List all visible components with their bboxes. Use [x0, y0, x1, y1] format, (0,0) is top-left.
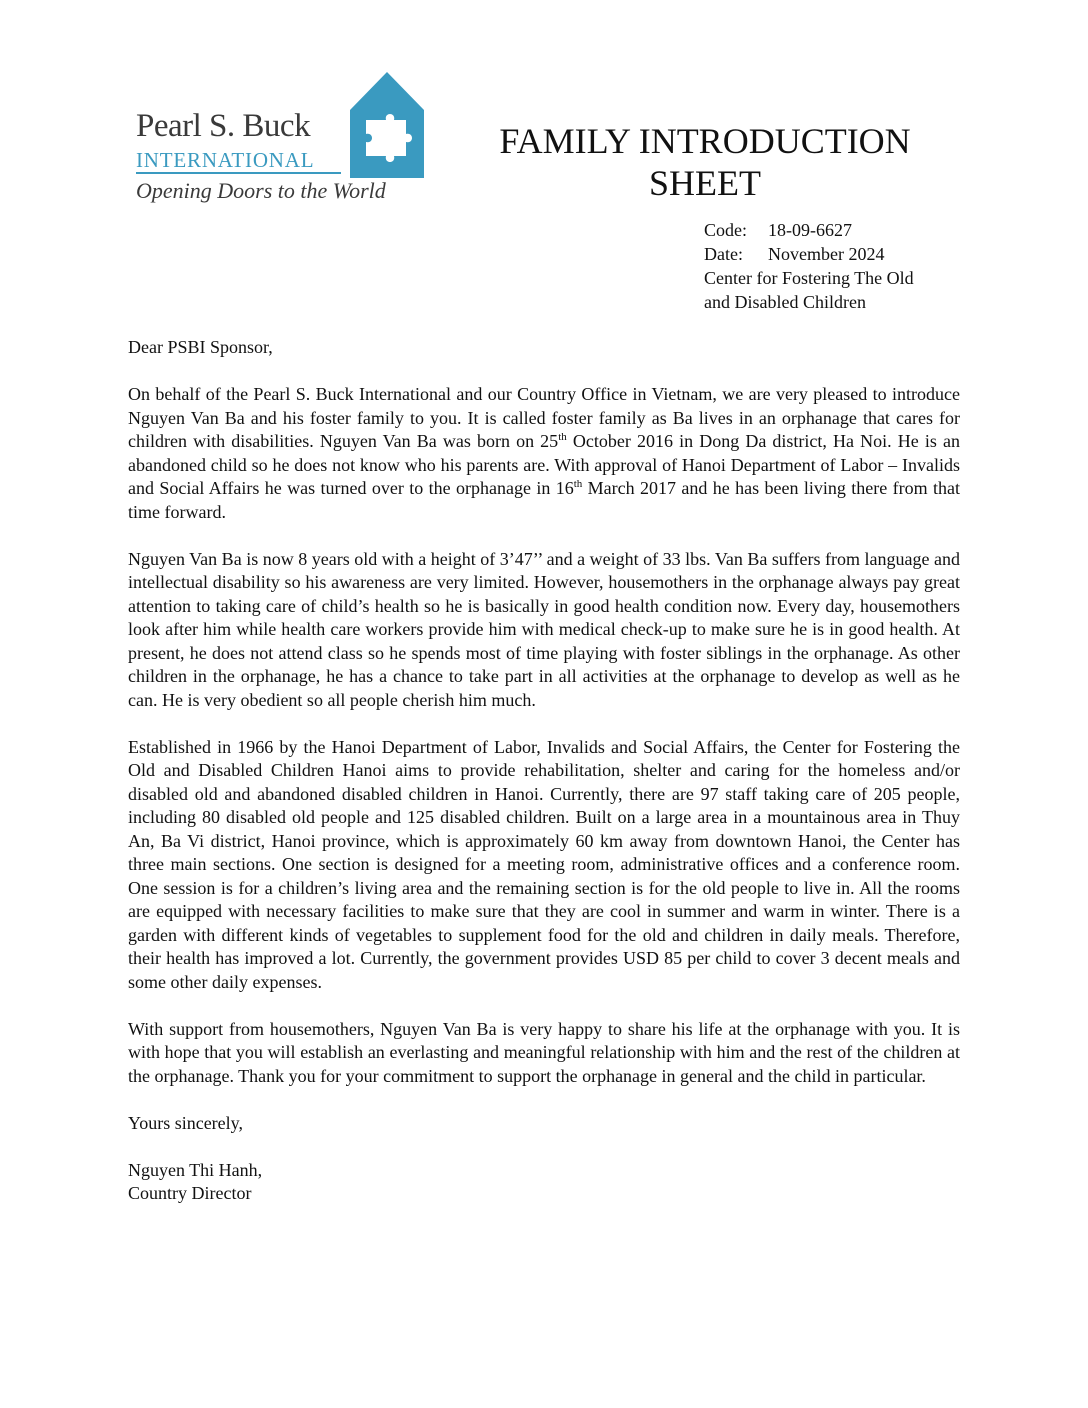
arrival-date-suffix: th	[573, 478, 583, 490]
title-line-2: SHEET	[649, 163, 761, 203]
code-row	[704, 218, 914, 242]
closing: Yours sincerely,	[128, 1112, 243, 1133]
title-line-1: FAMILY INTRODUCTION	[499, 121, 911, 161]
logo-international: INTERNATIONAL	[136, 148, 315, 172]
center-name-line-1: Center for Fostering The Old	[704, 268, 914, 288]
logo-tagline: Opening Doors to the World	[136, 178, 386, 203]
intro-text-c: March 2017 and he has been living there from that time forward.	[128, 478, 960, 522]
paragraph-child-profile: Nguyen Van Ba is now 8 years old with a height of 3’47’’ and a weight of 33 lbs. Van Ba suffers from language and intellectual disability so his awareness are very limited. However, housemothers in the orphanage always pay great attention to taking care of child’s health so he is basically in good health condition now. Every day, housemothers look after him while health care workers provide him with medical check-up to make sure he is in good health. At present, he does not attend class so he spends most of time playing with foster siblings in the orphanage. As other children in the orphanage, he has a chance to take part in all activities at the orphanage to develop as well as he can. He is very obedient so all people cherish him much.	[128, 548, 960, 710]
intro-text-b: October 2016 in Dong Da district, Ha Noi. He is an abandoned child so he does not know who his parents are. With approval of Hanoi Department of Labor – Invalids and Social Affairs he was turned over to the orphanage in 16	[128, 431, 960, 498]
code-value: 18-09-6627	[768, 220, 852, 240]
paragraph-center-description: Established in 1966 by the Hanoi Department of Labor, Invalids and Social Affairs, the Center for Fostering the Old and Disabled Children Hanoi aims to provide rehabilitation, shelter and caring for the homeless and/or disabled old and abandoned disabled children in Hanoi. Currently, there are 97 staff taking care of 205 people, including 80 disabled old people and 125 disabled children. Built on a large area in a mountainous area in Thuy An, Ba Vi district, Hanoi province, which is approximately 60 km away from downtown Hanoi, the Center has three main sections. One section is designed for a meeting room, administrative offices and a conference room. One session is for a children’s living area and the remaining section is for the old people to live in. All the rooms are equipped with necessary facilities to make sure that they are cool in summer and warm in winter. There is a garden with different kinds of vegetables to supplement food for the old and children in daily meals. Therefore, their health has improved a lot. Currently, the government provides USD 85 per child to cover 3 decent meals and some other daily expenses.	[128, 736, 960, 992]
date-label: Date:	[704, 244, 743, 264]
paragraph-closing-remarks: With support from housemothers, Nguyen Van Ba is very happy to share his life at the orphanage with you. It is with hope that you will establish an everlasting and meaningful relationship with him and the rest of the children at the orphanage. Thank you for your commitment to support the orphanage in general and the child in particular.	[128, 1018, 960, 1086]
logo-name: Pearl S. Buck	[136, 108, 311, 144]
signer-name: Nguyen Thi Hanh,	[128, 1159, 263, 1180]
code-label: Code:	[704, 220, 747, 240]
date-value: November 2024	[768, 244, 885, 264]
logo-rule	[136, 172, 341, 174]
house-puzzle-icon	[346, 70, 428, 180]
organization-logo	[136, 70, 426, 210]
greeting: Dear PSBI Sponsor,	[128, 337, 273, 357]
date-row	[704, 242, 914, 266]
birth-date-suffix: th	[558, 431, 567, 443]
paragraph-introduction	[128, 383, 960, 524]
document-title	[470, 120, 940, 204]
document-meta	[704, 218, 914, 314]
center-name-line-2: and Disabled Children	[704, 292, 866, 312]
letter-body	[128, 336, 960, 1206]
intro-text-a: On behalf of the Pearl S. Buck International and our Country Office in Vietnam, we are very pleased to introduce Nguyen Van Ba and his foster family to you. It is called foster family as Ba lives in an orphanage that cares for children with disabilities. Nguyen Van Ba was born on 25	[128, 384, 960, 451]
signer-title: Country Director	[128, 1183, 252, 1203]
